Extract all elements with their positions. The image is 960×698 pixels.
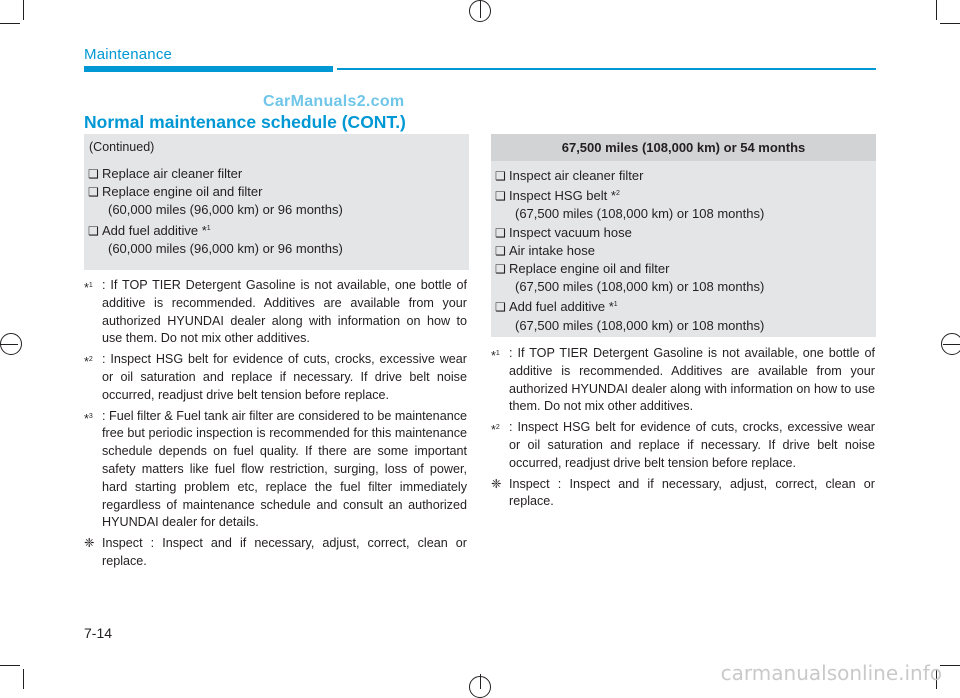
schedule-item	[88, 183, 469, 201]
footnote-symbol: *	[84, 355, 89, 370]
schedule-box-67500	[491, 134, 876, 337]
schedule-item-text: (60,000 miles (96,000 km) or 96 months)	[108, 202, 343, 218]
footnote-text: : Inspect HSG belt for evidence of cuts, crocks, excessive wear or oil saturation and replace if necessary. If drive belt noise occurred, readjust drive belt tension before replace.	[509, 420, 875, 470]
schedule-item-text: (60,000 miles (96,000 km) or 96 months)	[108, 240, 343, 256]
schedule-item-text: (67,500 miles (108,000 km) or 108 months)	[515, 279, 765, 295]
footnote-text: Inspect : Inspect and if necessary, adjust, correct, clean or replace.	[102, 536, 467, 568]
schedule-item-text: Replace engine oil and filter	[509, 261, 670, 277]
footnote-symbol: *	[491, 423, 496, 438]
footnote-number: 3	[88, 412, 93, 420]
interval-line	[495, 278, 876, 296]
footnote-marker	[491, 345, 509, 416]
schedule-item	[495, 224, 876, 242]
schedule-item-list	[84, 162, 469, 258]
footnote-marker	[491, 476, 509, 512]
schedule-item	[495, 242, 876, 260]
crop-mark	[936, 0, 937, 20]
footnote	[84, 408, 467, 533]
footnote-marker	[491, 419, 509, 472]
footnote-text: : If TOP TIER Detergent Gasoline is not available, one bottle of additive is recommended. Additives are available from your authorized HYUNDAI dealer along with information on how to use them. Do not mix other additives.	[509, 346, 875, 414]
crop-mark	[0, 23, 20, 24]
interval-line	[88, 240, 469, 258]
crop-mark	[940, 665, 960, 666]
footnote-symbol: *	[491, 349, 496, 363]
interval-line	[88, 201, 469, 219]
footnote	[491, 345, 875, 416]
checkbox-icon: ❑	[495, 243, 506, 258]
schedule-item-text: Add fuel additive *	[509, 299, 614, 315]
schedule-item-list	[491, 161, 876, 335]
schedule-box-heading: 67,500 miles (108,000 km) or 54 months	[491, 134, 876, 161]
footnote-symbol: ❈	[491, 476, 502, 491]
schedule-item-text: Inspect air cleaner filter	[509, 168, 644, 183]
checkbox-icon: ❑	[495, 262, 506, 277]
checkbox-icon: ❑	[88, 185, 99, 200]
footnote-text: : Fuel filter & Fuel tank air filter are considered to be maintenance free but periodic inspection is recommended for this maintenance schedule depends on fuel quality. If there are some important safety matters like fuel flow restriction, surging, loss of power, hard starting problem etc, replace the fuel filter immediately regardless of maintenance schedule and consult an authorized HYUNDAI dealer for details.	[102, 408, 467, 530]
footnote-text: : If TOP TIER Detergent Gasoline is not available, one bottle of additive is recommended. Additives are available from your authorized HYUNDAI dealer along with information on how to use them. Do not mix other additives.	[102, 278, 467, 346]
schedule-item-text: Air intake hose	[509, 242, 595, 258]
section-title: Maintenance	[84, 46, 173, 63]
footer-watermark: carmanualsonline.info	[720, 661, 942, 685]
footnote-number: 1	[88, 282, 93, 289]
footnote-symbol: *	[84, 411, 89, 426]
footnotes-left	[84, 277, 467, 574]
footnote-symbol: ❈	[84, 536, 95, 551]
schedule-item-text: Add fuel additive *	[102, 222, 207, 238]
crop-mark	[943, 344, 960, 345]
checkbox-icon: ❑	[88, 167, 99, 181]
footnote-number: 1	[495, 350, 500, 357]
checkbox-icon: ❑	[88, 223, 99, 238]
footnote-marker	[84, 351, 102, 404]
section-rule-thick	[84, 66, 333, 72]
schedule-item	[88, 165, 469, 183]
footnote-marker	[84, 408, 102, 533]
footnote-ref: 1	[613, 301, 618, 309]
interval-line	[495, 317, 876, 335]
section-rule-thin	[337, 68, 876, 70]
schedule-item	[495, 185, 876, 205]
checkbox-icon: ❑	[495, 169, 506, 183]
schedule-box-heading: (Continued)	[89, 140, 155, 154]
footnote-ref: 2	[615, 190, 620, 198]
schedule-item	[495, 167, 876, 185]
footnote-ref: 1	[206, 224, 211, 232]
footnote	[84, 277, 467, 348]
schedule-item-text: Inspect vacuum hose	[509, 224, 632, 240]
crop-mark	[480, 0, 481, 18]
crop-mark	[940, 23, 960, 24]
footnotes-right	[491, 345, 875, 514]
footnote-number: 2	[88, 356, 93, 364]
footnote	[84, 535, 467, 571]
footnote-symbol: *	[84, 281, 89, 295]
schedule-item-text: Replace air cleaner filter	[102, 166, 243, 181]
crop-mark	[23, 0, 24, 20]
checkbox-icon: ❑	[495, 225, 506, 240]
footnote	[491, 419, 875, 472]
interval-line	[495, 205, 876, 223]
schedule-item	[88, 220, 469, 240]
crop-mark	[23, 669, 24, 689]
schedule-item	[495, 296, 876, 316]
footnote	[491, 476, 875, 512]
schedule-item-text: (67,500 miles (108,000 km) or 108 months)	[515, 317, 765, 333]
checkbox-icon: ❑	[495, 300, 506, 315]
schedule-box-continued	[84, 134, 469, 270]
footnote-text: Inspect : Inspect and if necessary, adjust, correct, clean or replace.	[509, 476, 875, 509]
crop-mark	[0, 344, 18, 345]
checkbox-icon: ❑	[495, 189, 506, 204]
crop-mark	[0, 665, 20, 666]
page-number: 7-14	[84, 625, 113, 641]
schedule-item-text: Inspect HSG belt *	[509, 188, 616, 204]
page-title: Normal maintenance schedule (CONT.)	[84, 112, 406, 132]
watermark: CarManuals2.com	[263, 93, 405, 110]
schedule-item	[495, 260, 876, 278]
crop-mark	[480, 674, 481, 689]
footnote-number: 2	[495, 424, 500, 432]
footnote	[84, 351, 467, 404]
schedule-item-text: (67,500 miles (108,000 km) or 108 months)	[515, 206, 765, 222]
footnote-text: : Inspect HSG belt for evidence of cuts, crocks, excessive wear or oil saturation and replace if necessary. If drive belt noise occurred, readjust drive belt tension before replace.	[102, 352, 467, 402]
footnote-marker	[84, 535, 102, 571]
schedule-item-text: Replace engine oil and filter	[102, 184, 263, 200]
footnote-marker	[84, 277, 102, 348]
